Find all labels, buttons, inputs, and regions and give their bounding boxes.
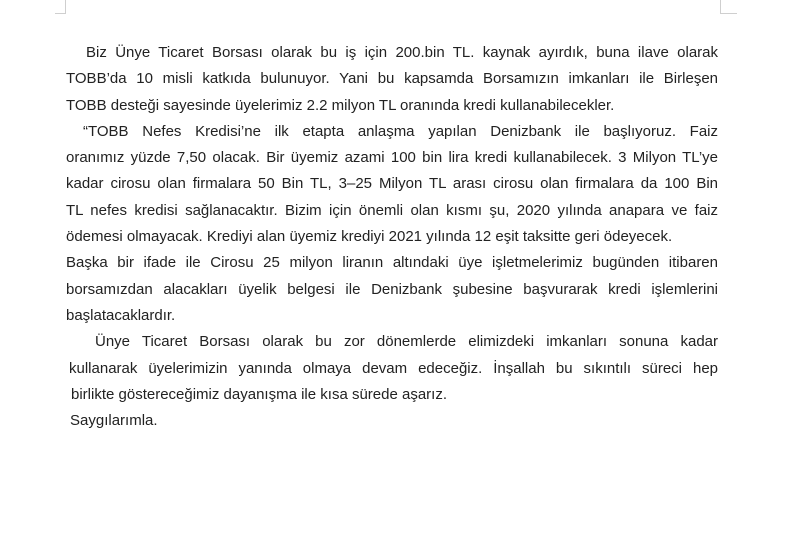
paragraph-1 <box>66 40 718 119</box>
text-line: borsamızdan alacakları üyelik belgesi ile Denizbank şubesine başvurarak kredi işlemlerini <box>66 280 718 298</box>
text-line: ödemesi olmayacak. Krediyi alan üyemiz krediyi 2021 yılında 12 eşit taksitte geri ödeyecek. <box>66 228 673 246</box>
text-line: Ünye Ticaret Borsası olarak bu zor dönemlerde elimizdeki imkanları sonuna kadar <box>95 333 718 351</box>
paragraph-2 <box>66 119 718 329</box>
text-line: kadar cirosu olan firmalara 50 Bin TL, 3–25 Milyon TL arası cirosu olan firmalara da 100 Bin <box>66 175 718 193</box>
text-line: birlikte göstereceğimiz dayanışma ile kısa sürede aşarız. <box>71 385 447 403</box>
text-line: başlatacaklardır. <box>66 306 176 324</box>
text-line: kullanarak üyelerimizin yanında olmaya devam edeceğiz. İnşallah bu sıkıntılı süreci hep <box>69 359 718 377</box>
text-line: Biz Ünye Ticaret Borsası olarak bu iş için 200.bin TL. kaynak ayırdık, buna ilave olarak <box>86 44 718 61</box>
paragraph-3 <box>66 329 718 408</box>
text-line: Başka bir ifade ile Cirosu 25 milyon liranın altındaki üye işletmelerimiz bugünden itibaren <box>66 254 718 272</box>
document-page <box>66 40 718 434</box>
closing-line: Saygılarımla. <box>70 412 158 430</box>
page-corner-mark-right <box>720 0 737 14</box>
text-line: oranımız yüzde 7,50 olacak. Bir üyemiz azami 100 bin lira kredi kullanabilecek. 3 Milyon TL’ye <box>66 149 718 167</box>
text-line: TOBB’da 10 misli katkıda bulunuyor. Yani bu kapsamda Borsamızın imkanları ile Birleşen <box>66 70 718 88</box>
text-line: “TOBB Nefes Kredisi’ne ilk etapta anlaşma yapılan Denizbank ile başlıyoruz. Faiz <box>83 122 718 140</box>
text-line: TL nefes kredisi sağlanacaktır. Bizim için önemli olan kısmı şu, 2020 yılında anapara ve faiz <box>66 201 718 219</box>
page-corner-mark-left <box>55 0 66 14</box>
text-line: TOBB desteği sayesinde üyelerimiz 2.2 milyon TL oranında kredi kullanabilecekler. <box>66 96 615 114</box>
